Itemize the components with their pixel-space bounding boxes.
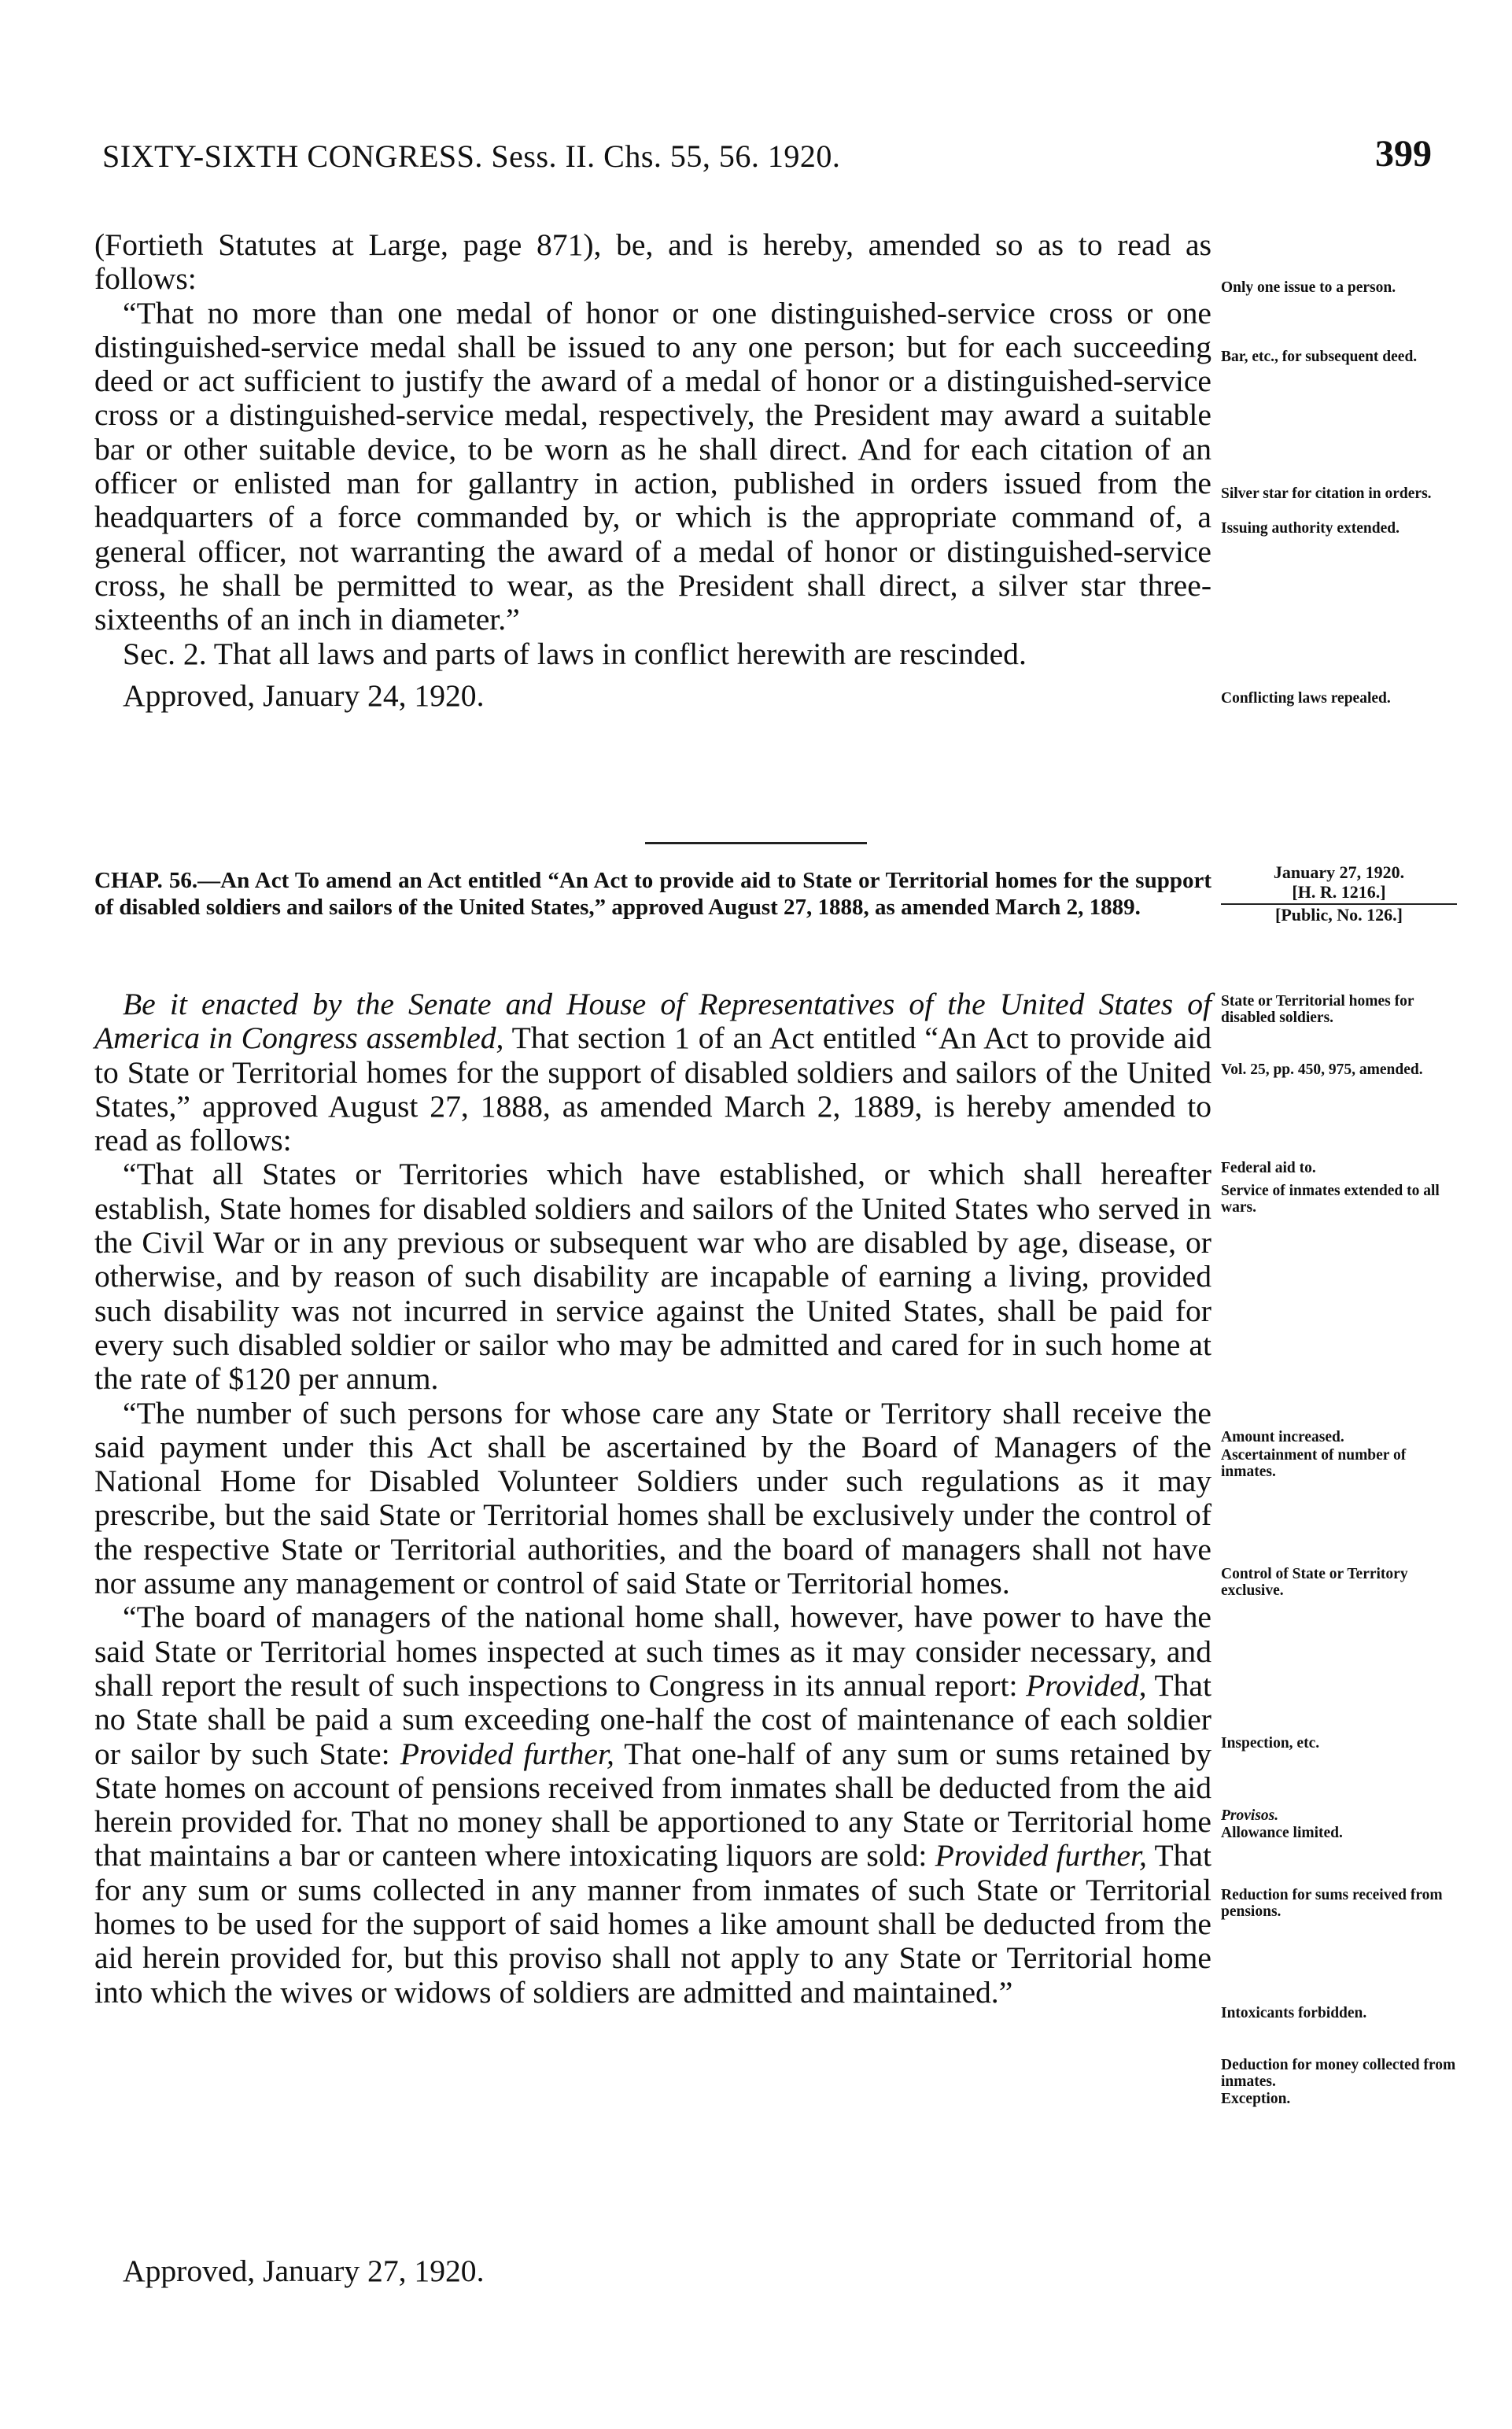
public-law-number: [Public, No. 126.] (1221, 903, 1457, 925)
chapter-divider-rule (645, 842, 867, 844)
allowance-text: That no State shall be paid a sum exceeding one-half the cost of maintenance of each soldier or sailor by such State: (94, 1667, 1211, 1771)
margin-note: Vol. 25, pp. 450, 975, amended. (1221, 1061, 1423, 1078)
margin-note: State or Territorial homes for disabled soldiers. (1221, 993, 1414, 1026)
margin-note: Provisos. (1221, 1807, 1279, 1824)
margin-note: Conflicting laws repealed. (1221, 690, 1391, 707)
deduction-text: That for any sum or sums collected in any manner from inmates of such State or Territorial homes to be used for the support of said homes a like amount shall be deducted from the aid herein provided for, but this proviso shall not apply to any State or Territorial home into which the wives or widows of soldiers are admitted and maintained.” (94, 1838, 1211, 2010)
margin-note: Only one issue to a person. (1221, 279, 1396, 296)
chapter-56-approval (94, 2254, 1211, 2288)
enacting-clause: Be it enacted by the Senate and House of Representatives of the United States of America in Congress assembled, (94, 987, 1211, 1056)
chapter-56-heading (94, 867, 1211, 921)
margin-note: Intoxicants forbidden. (1221, 2005, 1367, 2021)
approval-date-ch56: Approved, January 27, 1920. (123, 2254, 485, 2288)
proviso-3: Provided further, (935, 1838, 1147, 1873)
chapter-title: —An Act To amend an Act entitled “An Act to provide aid to State or Territorial homes for the support of disabled soldiers and sailors of the United States,” approved August 27, 1888, as amended March 2, 1889. (94, 868, 1211, 920)
eligibility-paragraph: “That all States or Territories which have established, or which shall hereafter establish, State homes for disabled soldiers and sailors of the United States who served in the Civil War or in any previous or subsequent war who are disabled by age, disease, or otherwise, and by reason of such disability are incapable of earning a living, provided such disability was not incurred in service against the United States, shall be paid for every such disabled soldier or sailor who may be admitted and cared for in such home at the rate of $120 per annum. (94, 1157, 1211, 1397)
margin-note: Allowance limited. (1221, 1825, 1343, 1841)
ascertainment-paragraph: “The number of such persons for whose care any State or Territory shall receive the said payment under this Act shall be ascertained by the Board of Managers of the National Home for Disabled Volunteer Soldiers under such regulations as it may prescribe, but the said State or Territorial homes shall be exclusively under the control of the respective State or Territorial authorities, and the board of managers shall not have nor assume any management or control of said State or Territorial homes. (94, 1395, 1211, 1601)
margin-note: Ascertainment of number of inmates. (1221, 1447, 1407, 1480)
margin-note: Reduction for sums received from pensions. (1221, 1887, 1443, 1920)
margin-note: Amount increased. (1221, 1429, 1344, 1445)
amendment-intro: That section 1 of an Act entitled “An Act to provide aid to State or Territorial homes for the support of disabled soldiers and sailors of the United States,” approved August 27, 1888, as amended March 2, 1889, is hereby amended to read as follows: (94, 1021, 1211, 1158)
margin-note: Deduction for money collected from inmates. (1221, 2057, 1456, 2090)
margin-note: Exception. (1221, 2091, 1291, 2107)
inspection-text: “The board of managers of the national home shall, however, have power to have the said State or Territorial homes inspected at such times as it may consider necessary, and shall report the result of such inspections to Congress in its annual report: (94, 1600, 1211, 1703)
proviso-1: Provided, (1026, 1667, 1147, 1703)
bill-number: [H. R. 1216.] (1292, 882, 1386, 902)
running-header: SIXTY-SIXTH CONGRESS. Sess. II. Chs. 55, 56. 1920. (102, 138, 841, 174)
page-number: 399 (1375, 133, 1432, 175)
chapter-citation (1221, 862, 1457, 925)
margin-note: Bar, etc., for subsequent deed. (1221, 349, 1418, 365)
inspection-paragraph (94, 1600, 1211, 2010)
chapter-56-body (94, 987, 1211, 2010)
margin-note: Federal aid to. (1221, 1160, 1316, 1176)
chapter-label: CHAP. 56. (94, 868, 198, 893)
pension-intoxicant-text: That one-half of any sum or sums retained by State homes on account of pensions received from inmates shall be deducted from the aid herein provided for. That no money shall be apportioned to any State or Territorial home that maintains a bar or canteen where intoxicating liquors are sold: (94, 1736, 1211, 1873)
margin-note: Inspection, etc. (1221, 1735, 1320, 1752)
margin-note: Service of inmates extended to all wars. (1221, 1183, 1440, 1216)
chapter-55-continuation (94, 228, 1211, 713)
enacting-paragraph (94, 987, 1211, 1157)
chapter-date: January 27, 1920. (1273, 862, 1405, 882)
margin-note: Control of State or Territory exclusive. (1221, 1566, 1408, 1599)
section-1-amended-text: “That no more than one medal of honor or one distinguished-service cross or one distinguished-service medal shall be issued to any one person; but for each succeeding deed or act sufficient to justify the award of a medal of honor or a distinguished-service cross or a distinguished-service medal, respectively, the President may award a suitable bar or other suitable device, to be worn as he shall direct. And for each citation of an officer or enlisted man for gallantry in action, published in orders issued from the headquarters of a force commanded by, or which is the appropriate command of, a general officer, not warranting the award of a medal of honor or distinguished-service cross, he shall be permitted to wear, as the President shall direct, a silver star three-sixteenths of an inch in diameter.” (94, 295, 1211, 637)
section-2-text: Sec. 2. That all laws and parts of laws in conflict herewith are rescinded. (123, 636, 1027, 671)
proviso-2: Provided further, (400, 1736, 614, 1771)
margin-note: Issuing authority extended. (1221, 520, 1400, 537)
section-1-amendment-intro: (Fortieth Statutes at Large, page 871), be, and is hereby, amended so as to read as follows: (94, 227, 1211, 297)
margin-note: Silver star for citation in orders. (1221, 485, 1432, 502)
approval-date-ch55: Approved, January 24, 1920. (123, 677, 485, 713)
